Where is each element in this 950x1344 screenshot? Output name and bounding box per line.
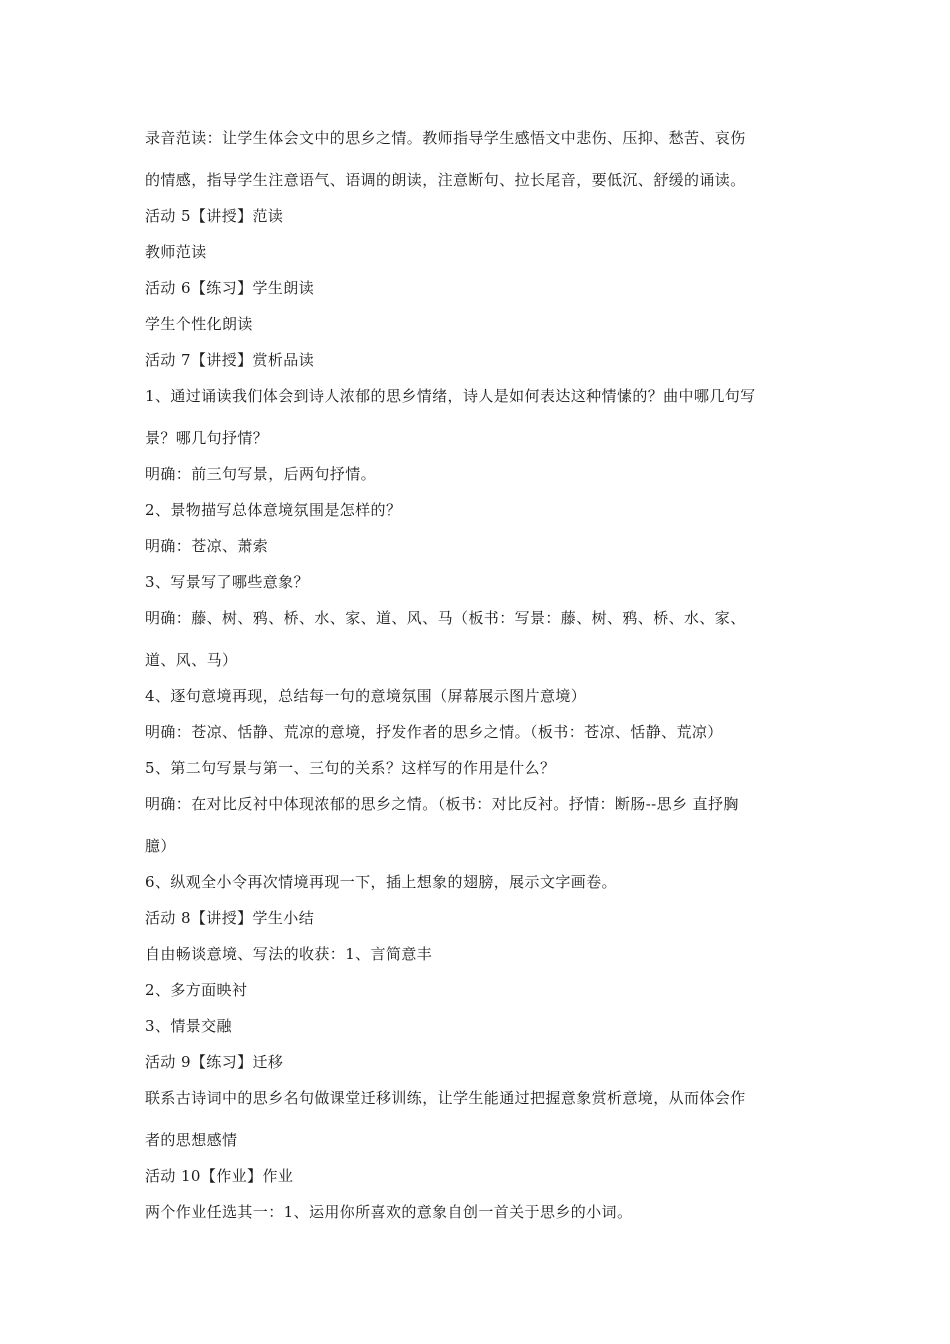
activity-heading-9 [145,1044,810,1080]
text-line: 5、第二句写景与第一、三句的关系？这样写的作用是什么？ [145,759,556,777]
question-1 [145,378,810,456]
activity-heading-6 [145,270,810,306]
text-line: 明确：前三句写景，后两句抒情。 [145,465,377,483]
question-2 [145,492,810,528]
text-line: 者的思想感情 [145,1131,238,1149]
text-line: 3、写景写了哪些意象？ [145,573,309,591]
text-line: 录音范读：让学生体会文中的思乡之情。教师指导学生感悟文中悲伤、压抑、愁苦、哀伤 [145,129,746,147]
text-line: 活动 8【讲授】学生小结 [145,909,315,927]
text-line: 4、逐句意境再现，总结每一句的意境氛围（屏幕展示图片意境） [145,687,587,705]
text-line: 两个作业任选其一：1、运用你所喜欢的意象自创一首关于思乡的小词。 [145,1203,633,1221]
text-line: 2、多方面映衬 [145,981,248,999]
text-line: 自由畅谈意境、写法的收获：1、言简意丰 [145,945,433,963]
text-line: 臆） [145,837,176,855]
activity-heading-10 [145,1158,810,1194]
text-line: 明确：在对比反衬中体现浓郁的思乡之情。（板书：对比反衬。抒情：断肠--思乡 直抒胸 [145,795,739,813]
text-line: 教师范读 [145,243,207,261]
activity-heading-7 [145,342,810,378]
summary-line-3 [145,1008,810,1044]
summary-line-2 [145,972,810,1008]
answer-3 [145,600,810,678]
text-line: 学生个性化朗读 [145,315,253,333]
text-line: 活动 9【练习】迁移 [145,1053,284,1071]
activity-heading-5 [145,198,810,234]
text-line: 活动 6【练习】学生朗读 [145,279,315,297]
question-4 [145,678,810,714]
activity-heading-8 [145,900,810,936]
text-line: 活动 5【讲授】范读 [145,207,284,225]
text-line: 明确：苍凉、恬静、荒凉的意境，抒发作者的思乡之情。（板书：苍凉、恬静、荒凉） [145,723,723,741]
text-line: 活动 7【讲授】赏析品读 [145,351,315,369]
text-line: 明确：藤、树、鸦、桥、水、家、道、风、马（板书：写景：藤、树、鸦、桥、水、家、 [145,609,746,627]
text-line: 6、纵观全小令再次情境再现一下，插上想象的翅膀，展示文字画卷。 [145,873,617,891]
text-line: 1、通过诵读我们体会到诗人浓郁的思乡情绪，诗人是如何表达这种情愫的？曲中哪几句写 [145,387,756,405]
text-line: 联系古诗词中的思乡名句做课堂迁移训练，让学生能通过把握意象赏析意境，从而体会作 [145,1089,746,1107]
text-line: 景？哪几句抒情？ [145,429,269,447]
question-3 [145,564,810,600]
text-line: 2、景物描写总体意境氛围是怎样的？ [145,501,402,519]
paragraph [145,306,810,342]
text-line: 道、风、马） [145,651,238,669]
summary-line-1 [145,936,810,972]
answer-1 [145,456,810,492]
question-5 [145,750,810,786]
paragraph [145,234,810,270]
answer-5 [145,786,810,864]
text-line: 的情感，指导学生注意语气、语调的朗读，注意断句、拉长尾音，要低沉、舒缓的诵读。 [145,171,746,189]
question-6 [145,864,810,900]
transfer-paragraph [145,1080,810,1158]
text-line: 活动 10【作业】作业 [145,1167,294,1185]
answer-2 [145,528,810,564]
text-line: 明确：苍凉、萧索 [145,537,269,555]
text-line: 3、情景交融 [145,1017,232,1035]
homework-paragraph [145,1194,810,1230]
document-body [145,120,810,1230]
answer-4 [145,714,810,750]
paragraph-recording-reading [145,120,810,198]
